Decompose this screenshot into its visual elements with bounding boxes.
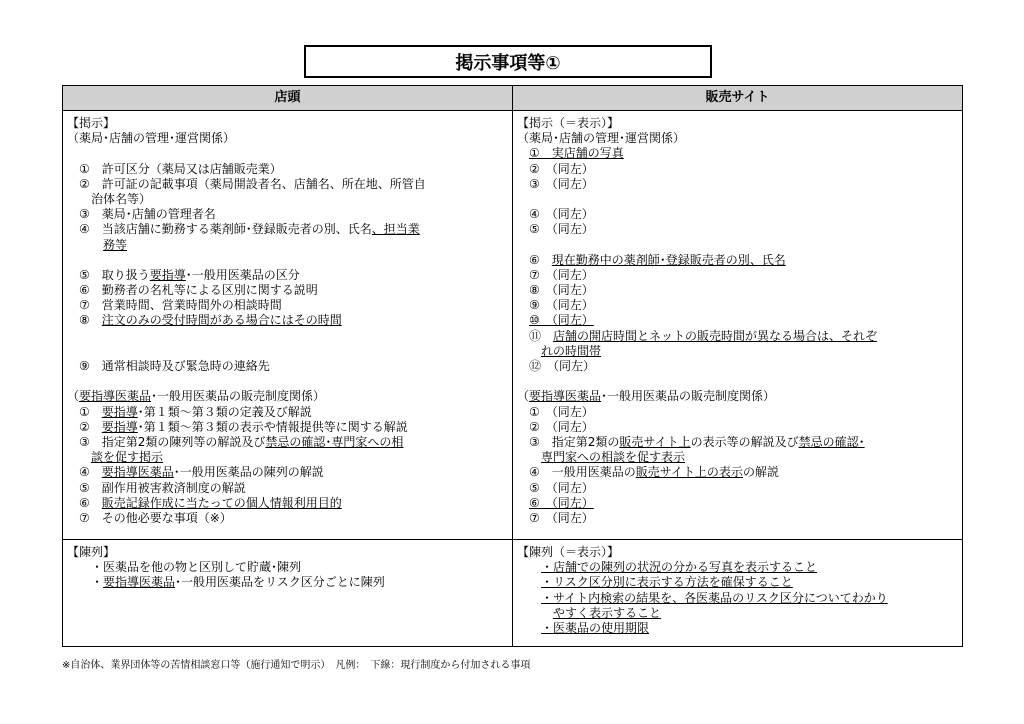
text-line (517, 283, 962, 298)
text-line (517, 511, 962, 526)
text-segment: ⑤ 副作用被害救済制度の解説 (67, 480, 246, 495)
underlined-text: 販売サイト上の表示 (635, 465, 743, 480)
text-segment (517, 621, 541, 635)
table-row (63, 111, 963, 540)
underlined-text: 販売サイト上 (619, 434, 691, 449)
text-line (67, 177, 512, 192)
underlined-text: 談を促す掲示 (91, 450, 164, 465)
text-segment: （薬局･店舗の管理･運営関係） (517, 131, 686, 146)
text-line (67, 207, 512, 222)
text-line (67, 359, 512, 374)
text-segment: ③ 指定第2類の陳列等の解説及び (67, 434, 266, 449)
text-segment: ③ 薬局･店舗の管理者名 (67, 207, 216, 222)
text-segment: ② （同左） (517, 161, 594, 176)
text-line (67, 374, 512, 389)
text-line (67, 238, 512, 253)
underlined-text: ・医薬品の使用期限 (541, 620, 650, 635)
text-line (67, 192, 512, 207)
text-segment: ・ (67, 575, 104, 590)
text-line (67, 329, 512, 344)
text-segment: （ (517, 389, 530, 404)
text-segment (67, 450, 91, 464)
text-segment: 【掲示（＝表示）】 (517, 116, 620, 130)
text-line (517, 420, 962, 435)
text-segment (517, 496, 529, 510)
text-segment: ⑤ 取り扱う (67, 267, 150, 282)
text-segment: ･第１類～第３類の定義及び解説 (137, 404, 312, 419)
text-segment: ① 許可区分（薬局又は店舗販売業） (67, 161, 282, 176)
underlined-text: 要指導 (101, 419, 138, 434)
sales-site-notices-cell (513, 111, 963, 540)
text-line (67, 481, 512, 496)
text-segment: ⑦ （同左） (517, 510, 594, 525)
text-segment: ① (67, 404, 102, 419)
underlined-text: 禁忌の確認･専門家への相 (265, 434, 404, 449)
underlined-text: 要指導医薬品 (79, 389, 152, 404)
text-segment: ･一般用医薬品の販売制度関係） (151, 389, 326, 404)
text-segment: ⑪ (517, 328, 554, 343)
text-line (517, 131, 962, 146)
text-segment: ･一般用医薬品の陳列の解説 (173, 465, 324, 480)
text-line (67, 313, 512, 328)
sales-site-display (513, 540, 962, 636)
page-title: 掲示事項等① (304, 45, 712, 78)
underlined-text: ・サイト内検索の結果を、各医薬品のリスク区分についてわかり (541, 590, 888, 605)
text-line (67, 146, 512, 161)
text-segment: ⑥ (67, 495, 102, 510)
text-line (67, 389, 512, 404)
text-line (517, 374, 962, 389)
text-line (517, 621, 962, 636)
text-line (67, 545, 512, 560)
text-line (67, 435, 512, 450)
underlined-text: 販売記録作成に当たっての個人情報利用目的 (101, 495, 342, 510)
text-segment (517, 575, 541, 589)
text-line (67, 253, 512, 268)
text-segment: （薬局･店舗の管理･運営関係） (67, 131, 236, 146)
text-segment: ⑧ （同左） (517, 283, 594, 298)
text-segment: ③ 指定第2類の (517, 434, 620, 449)
text-segment (67, 238, 103, 252)
underlined-text: 、担当業 (371, 222, 420, 237)
text-segment (517, 560, 541, 574)
text-line (517, 496, 962, 511)
text-line (67, 162, 512, 177)
text-line (517, 298, 962, 313)
text-segment (517, 313, 529, 327)
text-line (67, 405, 512, 420)
text-segment: ③ （同左） (517, 176, 594, 191)
text-line (517, 465, 962, 480)
underlined-text: 現在勤務中の薬剤師･登録販売者の別、氏名 (551, 252, 786, 267)
text-line (517, 238, 962, 253)
text-segment: ⑤ （同左） (517, 480, 594, 495)
storefront-display (63, 540, 512, 591)
text-segment: ･一般用医薬品をリスク区分ごとに陳列 (175, 575, 385, 590)
text-line (517, 116, 962, 131)
text-line (67, 116, 512, 131)
underlined-text: れの時間帯 (541, 343, 602, 358)
text-segment: ④ 当該店舗に勤務する薬剤師･登録販売者の別、氏名 (67, 222, 372, 237)
text-segment: ④ （同左） (517, 207, 594, 222)
text-line (517, 575, 962, 590)
storefront-notices-cell (63, 111, 513, 540)
text-line (517, 146, 962, 161)
text-line (517, 435, 962, 450)
text-segment: の表示等の解説及び (690, 434, 799, 449)
text-segment: ･一般用医薬品の販売制度関係） (601, 389, 776, 404)
text-segment (517, 146, 529, 160)
text-segment: ･一般用医薬品の区分 (185, 267, 300, 282)
text-line (67, 298, 512, 313)
text-line (517, 162, 962, 177)
text-segment (517, 450, 541, 464)
underlined-text: 要指導 (101, 404, 138, 419)
text-segment: ⑤ （同左） (517, 222, 594, 237)
text-line (517, 268, 962, 283)
text-segment: 【陳列】 (67, 545, 116, 559)
text-line (517, 560, 962, 575)
text-segment: ② 許可証の記載事項（薬局開設者名、店舗名、所在地、所管自 (67, 176, 426, 191)
text-line (517, 405, 962, 420)
text-line (67, 268, 512, 283)
text-line (67, 575, 512, 590)
underlined-text: 専門家への相談を促す表示 (541, 450, 686, 465)
text-line (517, 359, 962, 374)
text-line (517, 313, 962, 328)
text-segment (517, 606, 553, 620)
text-line (517, 329, 962, 344)
text-segment: ⑥ (517, 252, 552, 267)
text-segment (517, 591, 541, 605)
underlined-text: 要指導医薬品 (101, 465, 174, 480)
text-segment: ① （同左） (517, 404, 594, 419)
text-segment: 【陳列（＝表示）】 (517, 545, 620, 559)
text-segment: ④ (67, 465, 102, 480)
text-line (517, 545, 962, 560)
underlined-text: ① 実店舗の写真 (529, 146, 624, 161)
text-line (67, 450, 512, 465)
text-segment: （ (67, 389, 80, 404)
underlined-text: 要指導医薬品 (529, 389, 602, 404)
text-segment: ④ 一般用医薬品の (517, 465, 636, 480)
text-line (517, 591, 962, 606)
text-line (517, 344, 962, 359)
text-line (67, 496, 512, 511)
text-line (517, 389, 962, 404)
text-line (67, 344, 512, 359)
text-segment: ② （同左） (517, 419, 594, 434)
underlined-text: 禁忌の確認･ (798, 434, 865, 449)
underlined-text: ・リスク区分別に表示する方法を確保すること (541, 575, 793, 590)
underlined-text: ・店舗での陳列の状況の分かる写真を表示すること (541, 560, 818, 575)
storefront-display-cell (63, 540, 513, 647)
text-line (517, 207, 962, 222)
text-segment: ⑨ （同左） (517, 298, 594, 313)
underlined-text: ⑥ （同左） (529, 495, 594, 510)
text-segment: ⑦ 営業時間、営業時間外の相談時間 (67, 298, 282, 313)
underlined-text: 要指導医薬品 (103, 575, 176, 590)
text-segment: ⑫ （同左） (517, 359, 596, 373)
text-line (517, 177, 962, 192)
storefront-notices (63, 111, 512, 526)
comparison-table (62, 85, 963, 647)
underlined-text: 務等 (103, 237, 128, 252)
text-segment: 【掲示】 (67, 116, 116, 130)
underlined-text: やすく表示すること (553, 605, 662, 620)
text-line (67, 131, 512, 146)
text-segment: 治体名等） (67, 191, 152, 206)
text-line (67, 222, 512, 237)
text-line (67, 560, 512, 575)
text-line (517, 192, 962, 207)
text-line (517, 222, 962, 237)
text-line (517, 253, 962, 268)
underlined-text: ⑩ （同左） (529, 313, 594, 328)
text-segment: ⑨ 通常相談時及び緊急時の連絡先 (67, 359, 270, 373)
text-segment: ⑦ （同左） (517, 267, 594, 282)
underlined-text: 要指導 (149, 267, 186, 282)
sales-site-notices (513, 111, 962, 526)
underlined-text: 店舗の開店時間とネットの販売時間が異なる場合は、それぞ (553, 328, 878, 343)
text-line (67, 420, 512, 435)
text-line (67, 465, 512, 480)
text-segment: ･第１類～第３類の表示や情報提供等に関する解説 (137, 419, 408, 434)
text-segment: ② (67, 419, 102, 434)
sales-site-display-cell (513, 540, 963, 647)
text-segment: ・医薬品を他の物と区別して貯蔵･陳列 (67, 560, 302, 575)
table-header-row (63, 86, 963, 111)
text-line (517, 606, 962, 621)
text-segment (517, 344, 541, 358)
text-segment: ⑥ 勤務者の名札等による区別に関する説明 (67, 283, 318, 298)
text-line (517, 450, 962, 465)
text-line (67, 511, 512, 526)
header-sales-site: 販売サイト (513, 86, 963, 111)
text-segment: ⑦ その他必要な事項（※） (67, 510, 232, 525)
text-segment: ⑧ (67, 313, 102, 328)
table-row (63, 540, 963, 647)
header-storefront: 店頭 (63, 86, 513, 111)
text-line (67, 283, 512, 298)
text-segment: の解説 (742, 465, 779, 480)
footnote: ※自治体、業界団体等の苦情相談窓口等（施行通知で明示） 凡例： 下線：現行制度から付加される事項 (62, 660, 531, 671)
underlined-text: 注文のみの受付時間がある場合にはその時間 (101, 313, 342, 328)
text-line (517, 481, 962, 496)
